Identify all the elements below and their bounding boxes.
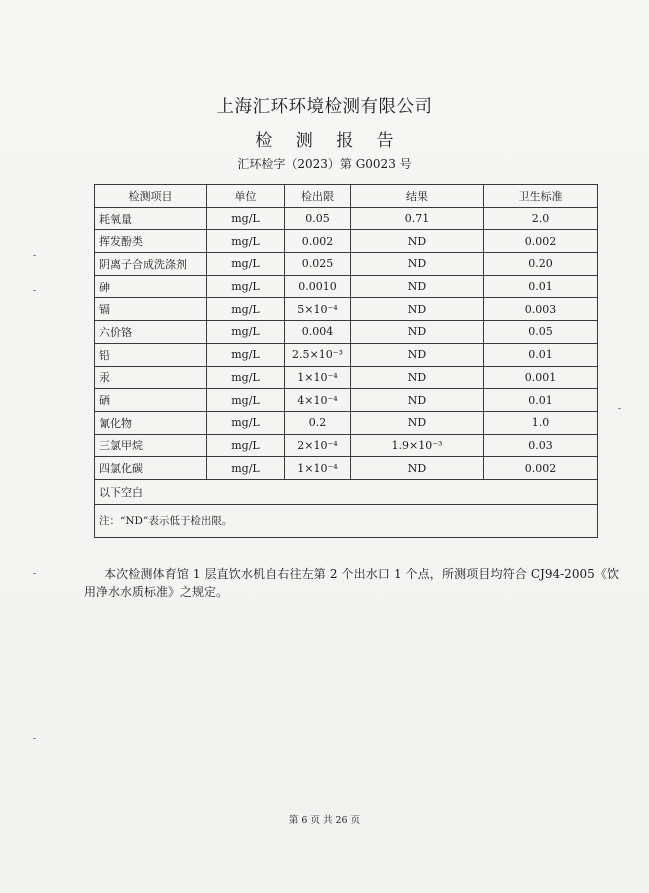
cell-unit: mg/L <box>207 321 285 344</box>
scan-speck <box>33 573 36 574</box>
table-row <box>95 389 598 412</box>
report-title: 检 测 报 告 <box>255 131 403 151</box>
cell-limit: 0.002 <box>285 230 351 253</box>
note-row <box>95 504 598 537</box>
scan-speck <box>33 738 36 739</box>
table-row <box>95 275 598 298</box>
cell-item: 六价铬 <box>95 321 207 344</box>
table-row <box>95 343 598 366</box>
cell-item: 四氯化碳 <box>95 457 207 480</box>
cell-standard: 2.0 <box>484 207 598 230</box>
scan-speck <box>33 255 36 256</box>
cell-limit: 2.5×10⁻³ <box>285 343 351 366</box>
cell-result: ND <box>351 253 484 276</box>
cell-limit: 1×10⁻⁴ <box>285 366 351 389</box>
cell-limit: 5×10⁻⁴ <box>285 298 351 321</box>
cell-unit: mg/L <box>207 343 285 366</box>
cell-unit: mg/L <box>207 389 285 412</box>
cell-result: ND <box>351 343 484 366</box>
cell-standard: 0.03 <box>484 434 598 457</box>
cell-limit: 4×10⁻⁴ <box>285 389 351 412</box>
table-row <box>95 434 598 457</box>
report-number: 汇环检字（2023）第 G0023 号 <box>237 157 412 171</box>
cell-item: 氰化物 <box>95 411 207 434</box>
cell-limit: 0.004 <box>285 321 351 344</box>
scan-speck <box>618 408 621 409</box>
page-number: 第 6 页 共 26 页 <box>288 815 361 826</box>
cell-unit: mg/L <box>207 366 285 389</box>
cell-item: 镉 <box>95 298 207 321</box>
cell-result: ND <box>351 366 484 389</box>
table-row <box>95 298 598 321</box>
cell-result: ND <box>351 298 484 321</box>
cell-item: 耗氧量 <box>95 207 207 230</box>
column-header-standard: 卫生标准 <box>484 185 598 208</box>
cell-result: ND <box>351 230 484 253</box>
cell-result: ND <box>351 275 484 298</box>
cell-standard: 0.003 <box>484 298 598 321</box>
column-header-unit: 单位 <box>207 185 285 208</box>
cell-limit: 0.2 <box>285 411 351 434</box>
cell-unit: mg/L <box>207 411 285 434</box>
table-row <box>95 207 598 230</box>
cell-standard: 0.002 <box>484 230 598 253</box>
cell-item: 三氯甲烷 <box>95 434 207 457</box>
cell-standard: 0.01 <box>484 389 598 412</box>
table-row <box>95 230 598 253</box>
conclusion-paragraph: 本次检测体育馆 1 层直饮水机自右往左第 2 个出水口 1 个点，所测项目均符合 CJ94-2005《饮用净水水质标准》之规定。 <box>84 567 619 599</box>
cell-result: ND <box>351 389 484 412</box>
results-table <box>94 184 598 538</box>
cell-unit: mg/L <box>207 207 285 230</box>
cell-standard: 0.05 <box>484 321 598 344</box>
column-header-result: 结果 <box>351 185 484 208</box>
cell-unit: mg/L <box>207 434 285 457</box>
cell-result: 0.71 <box>351 207 484 230</box>
cell-result: ND <box>351 411 484 434</box>
table-row <box>95 253 598 276</box>
cell-standard: 0.01 <box>484 343 598 366</box>
cell-unit: mg/L <box>207 230 285 253</box>
table-row <box>95 411 598 434</box>
cell-limit: 1×10⁻⁴ <box>285 457 351 480</box>
cell-result: 1.9×10⁻³ <box>351 434 484 457</box>
blank-row-label: 以下空白 <box>95 479 598 504</box>
cell-result: ND <box>351 321 484 344</box>
column-header-item: 检测项目 <box>95 185 207 208</box>
cell-result: ND <box>351 457 484 480</box>
table-note: 注：“ND”表示低于检出限。 <box>95 504 598 537</box>
blank-row <box>95 479 598 504</box>
table-row <box>95 366 598 389</box>
cell-unit: mg/L <box>207 275 285 298</box>
cell-standard: 1.0 <box>484 411 598 434</box>
cell-item: 阴离子合成洗涤剂 <box>95 253 207 276</box>
cell-unit: mg/L <box>207 457 285 480</box>
cell-unit: mg/L <box>207 298 285 321</box>
cell-limit: 0.025 <box>285 253 351 276</box>
scan-speck <box>33 290 36 291</box>
cell-item: 砷 <box>95 275 207 298</box>
cell-standard: 0.20 <box>484 253 598 276</box>
cell-unit: mg/L <box>207 253 285 276</box>
cell-standard: 0.001 <box>484 366 598 389</box>
cell-item: 硒 <box>95 389 207 412</box>
cell-limit: 2×10⁻⁴ <box>285 434 351 457</box>
cell-item: 汞 <box>95 366 207 389</box>
cell-standard: 0.01 <box>484 275 598 298</box>
cell-item: 挥发酚类 <box>95 230 207 253</box>
cell-limit: 0.0010 <box>285 275 351 298</box>
cell-limit: 0.05 <box>285 207 351 230</box>
table-row <box>95 321 598 344</box>
column-header-limit: 检出限 <box>285 185 351 208</box>
table-header-row <box>95 185 598 208</box>
cell-item: 铅 <box>95 343 207 366</box>
table-row <box>95 457 598 480</box>
company-name: 上海汇环环境检测有限公司 <box>216 97 433 117</box>
cell-standard: 0.002 <box>484 457 598 480</box>
